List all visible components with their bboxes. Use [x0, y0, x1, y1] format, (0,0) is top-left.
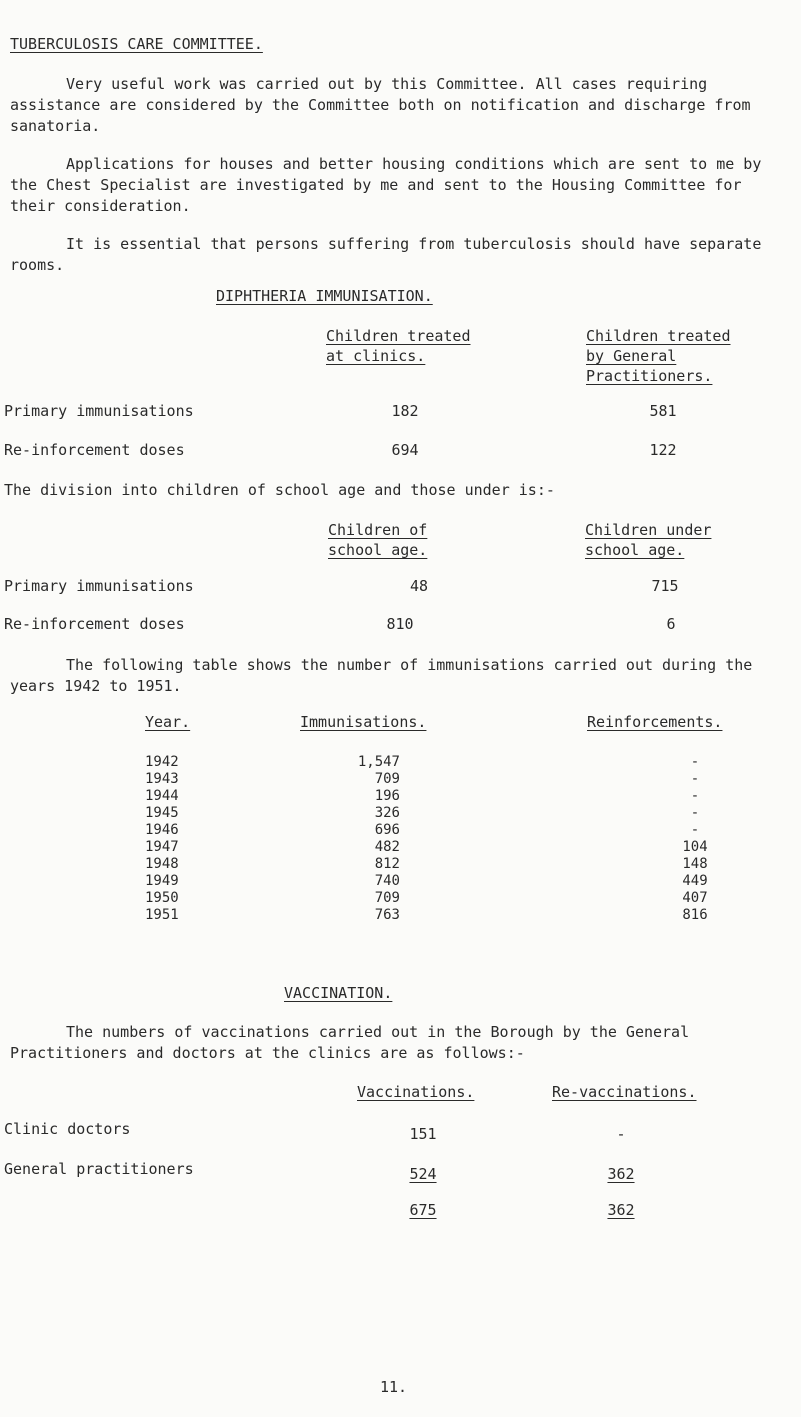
- header-clinics-line2: at clinics.: [326, 347, 426, 365]
- reinforcements-cell: -: [690, 822, 700, 838]
- header-school-age-line1: Children of: [328, 521, 428, 539]
- header-school-age-line2: school age.: [328, 541, 428, 559]
- section-heading-tuberculosis: TUBERCULOSIS CARE COMMITTEE.: [10, 35, 263, 53]
- reinforcements-cell: 816: [682, 907, 708, 923]
- header-under-school-line2: school age.: [585, 541, 685, 559]
- cell-vacc-gp: 524: [409, 1165, 437, 1183]
- cell-school-reinforcement: 810: [386, 615, 414, 633]
- immunisations-cell: 709: [374, 771, 400, 787]
- cell-under-school-primary: 715: [651, 577, 679, 595]
- header-vaccinations: Vaccinations.: [357, 1083, 475, 1101]
- section-heading-diphtheria: DIPHTHERIA IMMUNISATION.: [216, 287, 433, 305]
- header-clinics-line1: Children treated: [326, 327, 471, 345]
- immunisations-cell: 196: [374, 788, 400, 804]
- row-label-reinforcement: Re-inforcement doses: [4, 441, 185, 459]
- year-cell: 1951: [145, 907, 179, 923]
- year-cell: 1948: [145, 856, 179, 872]
- header-under-school-line1: Children under: [585, 521, 712, 539]
- header-revaccinations: Re-vaccinations.: [552, 1083, 697, 1101]
- year-cell: 1946: [145, 822, 179, 838]
- reinforcements-cell: 104: [682, 839, 708, 855]
- immunisations-cell: 1,547: [357, 754, 400, 770]
- row-label-clinic-doctors: Clinic doctors: [4, 1120, 131, 1138]
- paragraph-committee-work: Very useful work was carried out by this Committee. All cases requiring assistance are considered by the Committee both on notification and discharge from sanatoria.: [10, 75, 751, 135]
- cell-vacc-total: 675: [409, 1201, 437, 1219]
- immunisations-cell: 696: [374, 822, 400, 838]
- cell-revacc-gp: 362: [607, 1165, 635, 1183]
- reinforcements-cell: -: [690, 788, 700, 804]
- cell-vacc-clinic: 151: [409, 1125, 437, 1143]
- cell-clinics-primary: 182: [391, 402, 419, 420]
- cell-gp-reinforcement: 122: [649, 441, 677, 459]
- cell-revacc-total: 362: [607, 1201, 635, 1219]
- paragraph-division: The division into children of school age and those under is:-: [4, 481, 555, 499]
- paragraph-vaccination-intro: The numbers of vaccinations carried out in the Borough by the General Practitioners and doctors at the clinics are as follows:-: [10, 1023, 690, 1062]
- reinforcements-cell: -: [690, 805, 700, 821]
- immunisations-cell: 709: [374, 890, 400, 906]
- year-cell: 1950: [145, 890, 179, 906]
- years-header-immunisations: Immunisations.: [300, 713, 427, 731]
- reinforcements-cell: 449: [682, 873, 708, 889]
- header-gp-line1: Children treated: [586, 327, 731, 345]
- immunisations-cell: 482: [374, 839, 400, 855]
- row-label-primary: Primary immunisations: [4, 402, 194, 420]
- year-cell: 1949: [145, 873, 179, 889]
- immunisations-cell: 812: [374, 856, 400, 872]
- cell-revacc-clinic: -: [616, 1125, 626, 1143]
- immunisations-cell: 763: [374, 907, 400, 923]
- section-heading-vaccination: VACCINATION.: [284, 984, 393, 1002]
- immunisations-cell: 326: [374, 805, 400, 821]
- reinforcements-cell: 148: [682, 856, 708, 872]
- year-cell: 1944: [145, 788, 179, 804]
- page-number: 11.: [380, 1378, 408, 1396]
- year-cell: 1942: [145, 754, 179, 770]
- reinforcements-cell: -: [690, 771, 700, 787]
- year-cell: 1943: [145, 771, 179, 787]
- row-label-general-practitioners: General practitioners: [4, 1160, 194, 1178]
- cell-under-school-reinforcement: 6: [666, 615, 676, 633]
- header-gp-line2: by General: [586, 347, 677, 365]
- row2-label-reinforcement: Re-inforcement doses: [4, 615, 185, 633]
- years-header-reinforcements: Reinforcements.: [587, 713, 723, 731]
- row2-label-primary: Primary immunisations: [4, 577, 194, 595]
- reinforcements-cell: 407: [682, 890, 708, 906]
- paragraph-separate-rooms: It is essential that persons suffering from tuberculosis should have separate rooms.: [10, 235, 762, 274]
- cell-gp-primary: 581: [649, 402, 677, 420]
- paragraph-years-intro: The following table shows the number of immunisations carried out during the years 1942 to 1951.: [10, 656, 753, 695]
- immunisations-cell: 740: [374, 873, 400, 889]
- header-gp-line3: Practitioners.: [586, 367, 713, 385]
- years-header-year: Year.: [145, 713, 191, 731]
- year-cell: 1947: [145, 839, 179, 855]
- year-cell: 1945: [145, 805, 179, 821]
- cell-school-primary: 48: [409, 577, 429, 595]
- paragraph-housing-applications: Applications for houses and better housing conditions which are sent to me by the Chest Specialist are investigated by me and sent to the Housing Committee for their consideration.: [10, 155, 762, 215]
- reinforcements-cell: -: [690, 754, 700, 770]
- cell-clinics-reinforcement: 694: [391, 441, 419, 459]
